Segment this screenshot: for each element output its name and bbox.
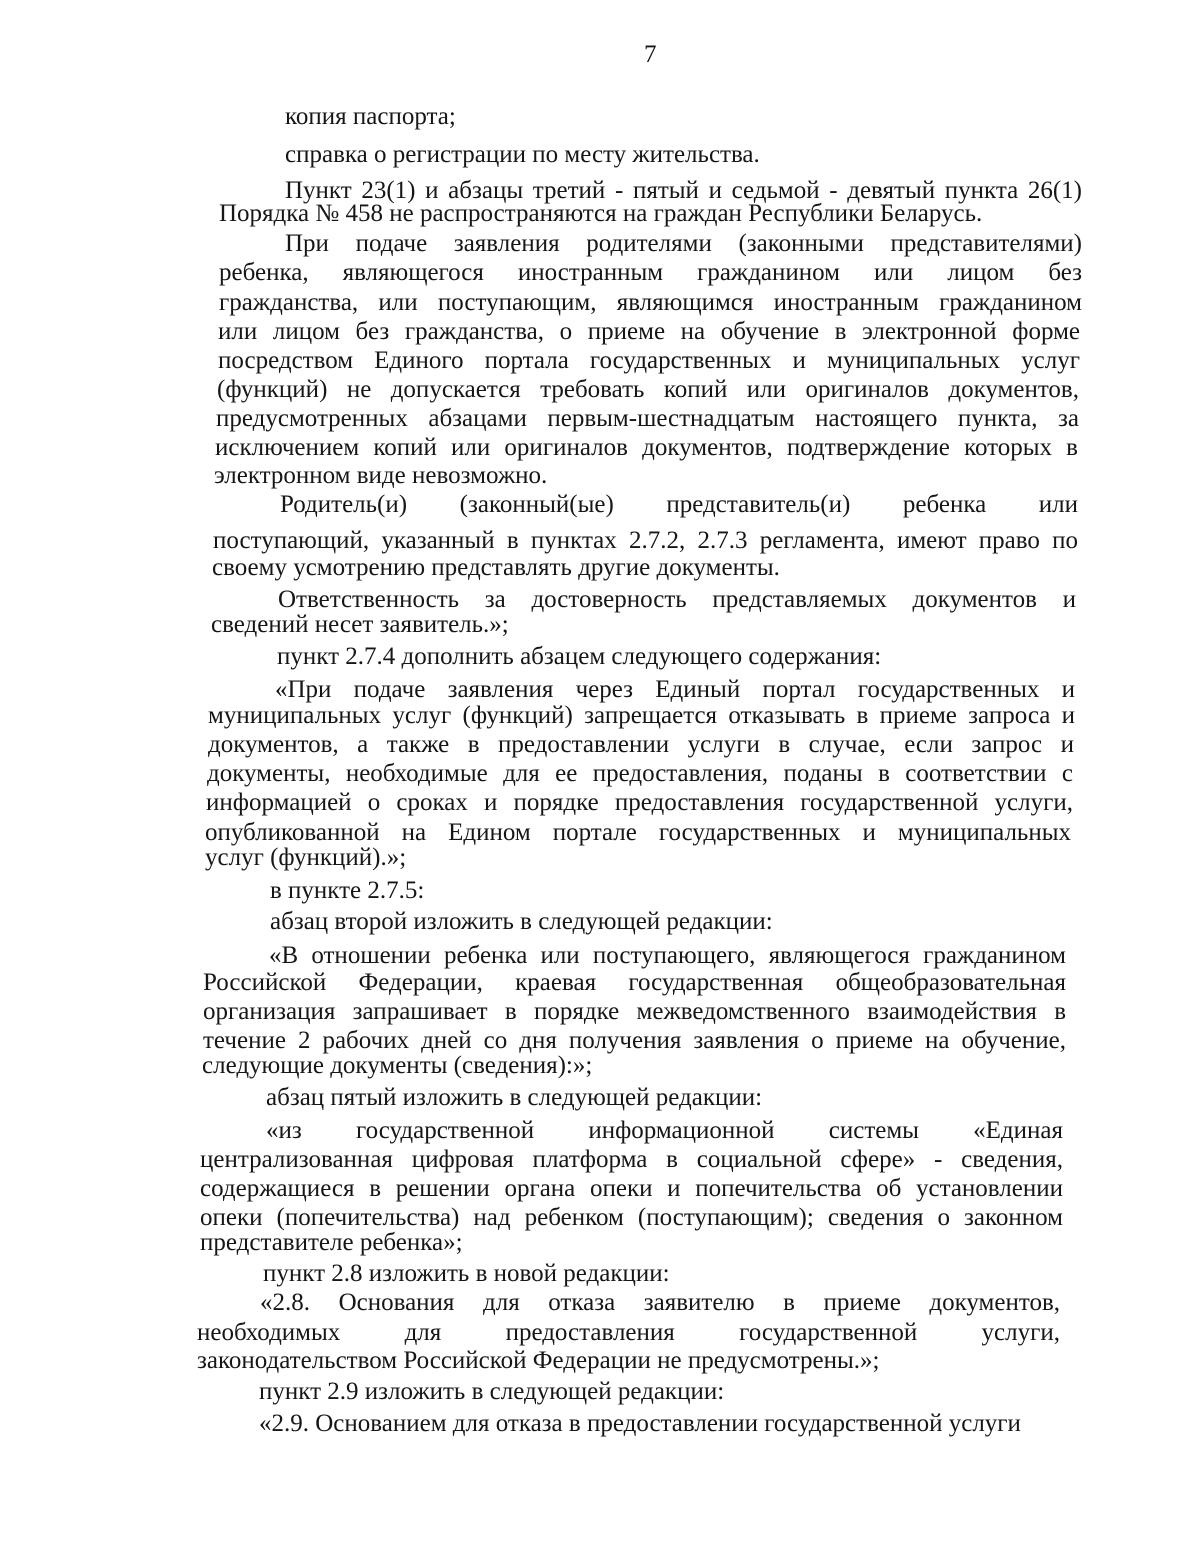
text-line: (функций) не допускается требовать копий или оригиналов документов, — [217, 376, 1079, 403]
text-line: гражданства, или поступающим, являющимся иностранным гражданином — [219, 289, 1082, 316]
text-line: Российской Федерации, краевая государственная общеобразовательная — [203, 969, 1066, 996]
text-line: Порядка № 458 не распространяются на граждан Республики Беларусь. — [219, 200, 983, 227]
text-line: «из государственной информационной системы «Единая — [266, 1117, 1063, 1144]
text-line: централизованная цифровая платформа в социальной сфере» - сведения, — [200, 1146, 1063, 1173]
text-line: электронном виде невозможно. — [214, 462, 548, 489]
text-line: или лицом без гражданства, о приеме на обучение в электронной форме — [218, 318, 1080, 345]
text-line: копия паспорта; — [285, 103, 456, 130]
text-line: документов, а также в предоставлении услуги в случае, если запрос и — [208, 731, 1074, 758]
text-line: пункт 2.8 изложить в новой редакции: — [263, 1260, 670, 1287]
page-number: 7 — [644, 41, 657, 68]
text-line: информацией о сроках и порядке предоставления государственной услуги, — [206, 789, 1073, 816]
text-line: необходимых для предоставления государственной услуги, — [197, 1319, 1060, 1346]
text-line: течение 2 рабочих дней со дня получения заявления о приеме на обучение, — [203, 1027, 1066, 1054]
text-line: справка о регистрации по месту жительства. — [285, 141, 760, 168]
text-line: представителе ребенка»; — [200, 1229, 463, 1256]
text-line: следующие документы (сведения):»; — [202, 1052, 593, 1079]
text-line: опеки (попечительства) над ребенком (поступающим); сведения о законном — [200, 1204, 1063, 1231]
text-line: опубликованной на Едином портале государственных и муниципальных — [205, 819, 1071, 846]
text-line: «При подаче заявления через Единый портал государственных и — [275, 676, 1075, 703]
text-line: Ответственность за достоверность представляемых документов и — [278, 586, 1076, 613]
text-line: ребенка, являющегося иностранным гражданином или лицом без — [219, 259, 1082, 286]
text-line: в пункте 2.7.5: — [270, 877, 425, 904]
text-line: исключением копий или оригиналов документов, подтверждение которых в — [215, 434, 1078, 461]
text-line: поступающий, указанный в пунктах 2.7.2, 2.7.3 регламента, имеют право по — [213, 527, 1078, 554]
text-line: своему усмотрению представлять другие документы. — [212, 554, 780, 581]
text-line: «2.9. Основанием для отказа в предоставлении государственной услуги — [259, 1410, 1021, 1437]
text-line: организация запрашивает в порядке межведомственного взаимодействия в — [203, 998, 1066, 1025]
text-line: посредством Единого портала государственных и муниципальных услуг — [218, 347, 1080, 374]
text-line: законодательством Российской Федерации не предусмотрены.»; — [197, 1347, 880, 1374]
text-line: пункт 2.7.4 дополнить абзацем следующего содержания: — [277, 643, 882, 670]
text-line: При подаче заявления родителями (законными представителями) — [285, 230, 1082, 257]
text-line: сведений несет заявитель.»; — [211, 611, 509, 638]
text-line: Родитель(и) (законный(ые) представитель(и) ребенка или — [280, 491, 1078, 518]
text-line: муниципальных услуг (функций) запрещается отказывать в приеме запроса и — [208, 702, 1075, 729]
text-line: предусмотренных абзацами первым-шестнадцатым настоящего пункта, за — [216, 405, 1079, 432]
text-line: абзац пятый изложить в следующей редакции: — [266, 1084, 763, 1111]
text-line: содержащиеся в решении органа опеки и попечительства об установлении — [200, 1175, 1063, 1202]
text-line: Пункт 23(1) и абзацы третий - пятый и седьмой - девятый пункта 26(1) — [285, 177, 1082, 204]
text-line: «В отношении ребенка или поступающего, являющегося гражданином — [269, 942, 1066, 969]
text-line: «2.8. Основания для отказа заявителю в приеме документов, — [260, 1289, 1060, 1316]
text-line: абзац второй изложить в следующей редакции: — [270, 908, 773, 935]
text-line: пункт 2.9 изложить в следующей редакции: — [259, 1378, 725, 1405]
text-line: услуг (функций).»; — [205, 844, 407, 871]
text-line: документы, необходимые для ее предоставления, поданы в соответствии с — [207, 760, 1073, 787]
